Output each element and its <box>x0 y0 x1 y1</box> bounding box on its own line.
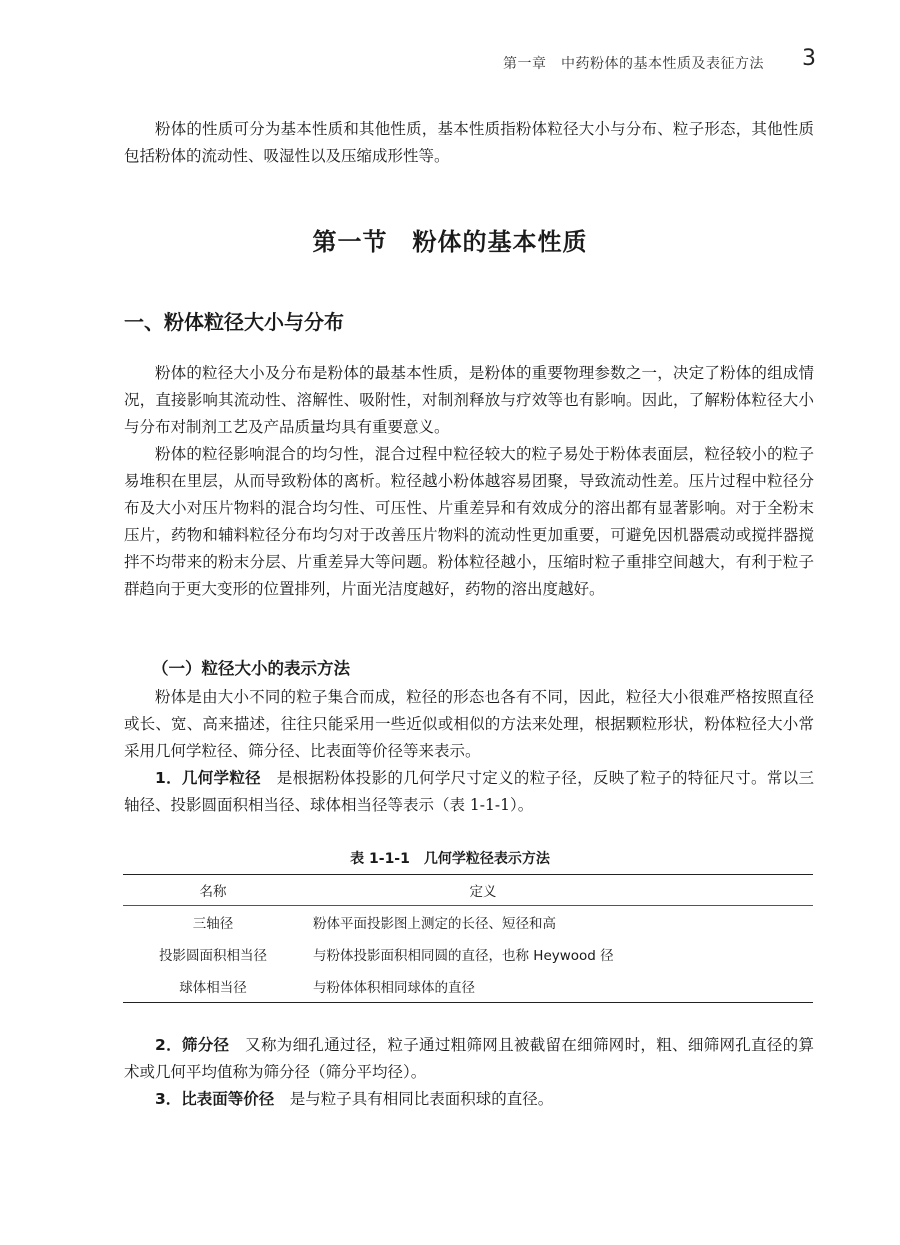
body-paragraph-3: 粉体是由大小不同的粒子集合而成，粒径的形态也各有不同，因此，粒径大小很难严格按照直径或长、宽、高来描述，往往只能采用一些近似或相似的方法来处理，根据颗粒形状，粉体粒径大小常采用几何学粒径、筛分径、比表面等价径等来表示。 <box>124 688 814 760</box>
intro-paragraph: 粉体的性质可分为基本性质和其他性质，基本性质指粉体粒径大小与分布、粒子形态，其他性质包括粉体的流动性、吸湿性以及压缩成形性等。 <box>124 120 814 165</box>
table-cell-name: 球体相当径 <box>123 970 303 1003</box>
column-header-name: 名称 <box>123 875 303 906</box>
item-text: 又称为细孔通过径，粒子通过粗筛网且被截留在细筛网时，粗、细筛网孔直径的算术或几何平均值称为筛分径（筛分平均径）。 <box>124 1036 814 1081</box>
table-cell-definition: 粉体平面投影图上测定的长径、短径和高 <box>313 916 556 932</box>
item-lead: 3．比表面等价径 <box>155 1090 275 1108</box>
table-row <box>123 970 813 1003</box>
table-header-row <box>123 875 813 906</box>
item-lead: 1．几何学粒径 <box>155 769 261 787</box>
table-cell-name: 三轴径 <box>192 916 234 932</box>
item-geometric-diameter <box>124 765 814 819</box>
column-header-definition: 定义 <box>303 875 813 906</box>
page-number: 3 <box>802 46 816 71</box>
table-cell-definition: 与粉体体积相同球体的直径 <box>303 970 813 1003</box>
item-specific-surface-diameter <box>124 1086 814 1113</box>
table-row <box>123 906 813 939</box>
section-title: 第一节 粉体的基本性质 <box>312 228 588 256</box>
table-row <box>123 938 813 970</box>
running-header <box>0 48 900 78</box>
running-title: 第一章 中药粉体的基本性质及表征方法 <box>503 56 764 72</box>
item-text: 是根据粉体投影的几何学尺寸定义的粒子径，反映了粒子的特征尺寸。常以三轴径、投影圆面积相当径、球体相当径等表示（表 1-1-1）。 <box>124 769 814 814</box>
body-paragraph-2: 粉体的粒径影响混合的均匀性，混合过程中粒径较大的粒子易处于粉体表面层，粒径较小的粒子易堆积在里层，从而导致粉体的离析。粒径越小粉体越容易团聚，导致流动性差。压片过程中粒径分布及大小对压片物料的混合均匀性、可压性、片重差异和有效成分的溶出都有显著影响。对于全粉末压片，药物和辅料粒径分布均匀对于改善压片物料的流动性更加重要，可避免因机器震动或搅拌器搅拌不均带来的粉末分层、片重差异大等问题。粉体粒径越小，压缩时粒子重排空间越大，有利于粒子群趋向于更大变形的位置排列，片面光洁度越好，药物的溶出度越好。 <box>124 445 814 598</box>
table-cell-name: 投影圆面积相当径 <box>159 948 267 964</box>
subsection-heading: 一、粉体粒径大小与分布 <box>124 310 344 334</box>
item-lead: 2．筛分径 <box>155 1036 230 1054</box>
item-text: 是与粒子具有相同比表面积球的直径。 <box>274 1090 554 1108</box>
table-caption: 表 1-1-1 几何学粒径表示方法 <box>350 851 550 867</box>
definition-table <box>123 874 813 1003</box>
item-sieve-diameter <box>124 1032 814 1086</box>
table-cell-definition: 与粉体投影面积相同圆的直径，也称 Heywood 径 <box>313 948 614 964</box>
body-paragraph-1: 粉体的粒径大小及分布是粉体的最基本性质，是粉体的重要物理参数之一，决定了粉体的组成情况，直接影响其流动性、溶解性、吸附性，对制剂释放与疗效等也有影响。因此，了解粉体粒径大小与分布对制剂工艺及产品质量均具有重要意义。 <box>124 364 814 436</box>
subsub-heading: （一）粒径大小的表示方法 <box>152 659 350 678</box>
